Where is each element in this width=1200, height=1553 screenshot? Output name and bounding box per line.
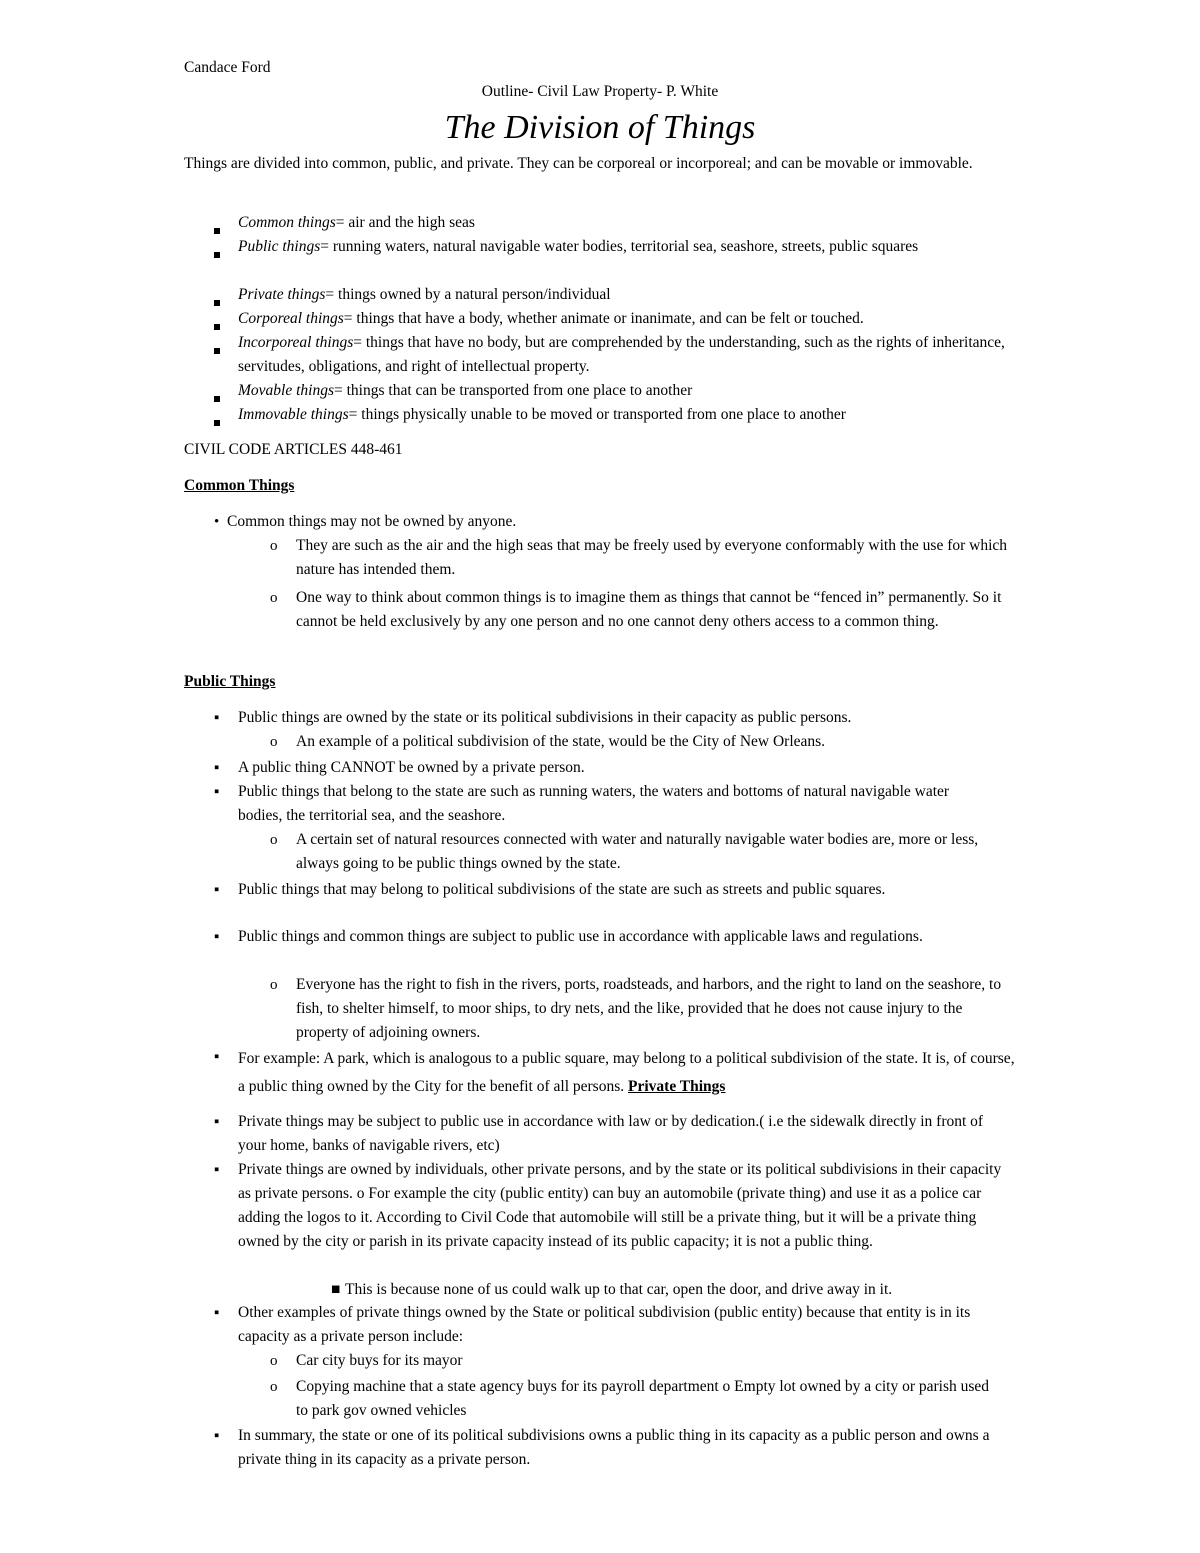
definition-term: Immovable things (238, 406, 349, 423)
sub-list-item: Everyone has the right to fish in the rivers, ports, roadsteads, and harbors, and the right to land on the seashore, to fish, to shelter himself, to moor ships, to dry nets, and the like, provided that he does not cause injury to the property of adjoining owners. (296, 976, 1002, 1041)
sub-sub-list-item: This is because none of us could walk up to that car, open the door, and drive away in it. (345, 1281, 893, 1298)
definition-text: = air and the high seas (335, 214, 475, 231)
list-item (238, 403, 1018, 427)
list-item-text: For example: A park, which is analogous to a public square, may belong to a political subdivision of the state. It is, of course, a public thing owned by the City for the benefit of all persons. (238, 1050, 1015, 1095)
section-heading-common: Common Things (184, 477, 295, 494)
sub-list-item: An example of a political subdivision of the state, would be the City of New Orleans. (296, 733, 826, 750)
page-title: The Division of Things (444, 109, 756, 146)
bullet-icon: ▪ (214, 1162, 220, 1178)
circle-bullet-icon: o (270, 1379, 278, 1395)
bullet-icon: ▪ (214, 882, 220, 898)
list-item (238, 283, 1018, 307)
sub-list-item: They are such as the air and the high seas that may be freely used by everyone conformably with the use for which nature has intended them. (296, 537, 1008, 578)
square-bullet-icon: ■ (331, 1281, 341, 1298)
definition-term: Common things (238, 214, 336, 231)
intro-paragraph: Things are divided into common, public, and private. They can be corporeal or incorporeal; and can be movable or immovable. (184, 155, 973, 172)
definition-text: = running waters, natural navigable water bodies, territorial sea, seashore, streets, public squares (320, 238, 919, 255)
section-heading-public: Public Things (184, 673, 276, 690)
list-item (238, 307, 1018, 331)
square-bullet-icon (214, 242, 220, 266)
definition-text: = things that have no body, but are comprehended by the understanding, such as the rights of inheritance, servitudes, obligations, and right of intellectual property. (238, 334, 1005, 375)
sub-list-item: A certain set of natural resources connected with water and naturally navigable water bodies are, more or less, always going to be public things owned by the state. (296, 831, 979, 872)
bullet-icon: ▪ (214, 1428, 220, 1444)
definition-term: Movable things (238, 382, 334, 399)
circle-bullet-icon: o (270, 1353, 278, 1369)
list-item: In summary, the state or one of its political subdivisions owns a public thing in its capacity as a public person and owns a private thing in its capacity as a private person. (238, 1427, 990, 1468)
list-item: Private things may be subject to public use in accordance with law or by dedication.( i.e the sidewalk directly in front of your home, banks of navigable rivers, etc) (238, 1113, 984, 1154)
bullet-icon: • (214, 514, 220, 530)
list-item (238, 211, 1018, 235)
list-item: Private things are owned by individuals, other private persons, and by the state or its political subdivisions in their capacity as private persons. o For example the city (public entity) can buy an automobile (private thing) and use it as a police car adding the logos to it. According to Civil Code that automobile will still be a private thing, but it will be a private thing owned by the city or parish in its private capacity instead of its public capacity; it is not a public thing. (238, 1161, 1002, 1250)
list-item: Public things are owned by the state or its political subdivisions in their capacity as public persons. (238, 709, 852, 726)
bullet-icon: ▪ (214, 929, 220, 945)
definition-text: = things physically unable to be moved or transported from one place to another (348, 406, 846, 423)
bullet-icon: ▪ (214, 1114, 220, 1130)
list-item: A public thing CANNOT be owned by a private person. (238, 759, 585, 776)
sub-list-item: One way to think about common things is to imagine them as things that cannot be “fenced in” permanently. So it cannot be held exclusively by any one person and no one cannot deny others access to a common thing. (296, 589, 1002, 630)
definition-term: Corporeal things (238, 310, 344, 327)
sub-list-item: Copying machine that a state agency buys for its payroll department o Empty lot owned by a city or parish used to park gov owned vehicles (296, 1378, 990, 1419)
civil-code-articles: CIVIL CODE ARTICLES 448-461 (184, 441, 403, 458)
definition-term: Incorporeal things (238, 334, 354, 351)
list-item (238, 235, 1018, 259)
list-item (238, 1045, 1023, 1101)
list-item: Common things may not be owned by anyone. (227, 513, 517, 530)
outline-subtitle: Outline- Civil Law Property- P. White (481, 83, 719, 100)
list-item: Public things that belong to the state are such as running waters, the waters and bottoms of natural navigable water bodies, the territorial sea, and the seashore. (238, 783, 950, 824)
list-item: Public things that may belong to political subdivisions of the state are such as streets and public squares. (238, 881, 886, 898)
definition-text: = things owned by a natural person/individual (325, 286, 611, 303)
square-bullet-icon (214, 410, 220, 434)
circle-bullet-icon: o (270, 734, 278, 750)
bullet-icon: ▪ (214, 784, 220, 800)
section-heading-private: Private Things (628, 1078, 726, 1095)
circle-bullet-icon: o (270, 832, 278, 848)
author-name: Candace Ford (184, 59, 271, 76)
square-bullet-icon (214, 290, 220, 314)
square-bullet-icon (214, 314, 220, 338)
square-bullet-icon (214, 338, 220, 362)
list-item: Other examples of private things owned by the State or political subdivision (public entity) because that entity is in its capacity as a private person include: (238, 1304, 971, 1345)
definition-text: = things that have a body, whether animate or inanimate, and can be felt or touched. (343, 310, 864, 327)
bullet-icon: ▪ (214, 710, 220, 726)
definition-text: = things that can be transported from one place to another (334, 382, 693, 399)
square-bullet-icon (214, 218, 220, 242)
list-item (238, 331, 1018, 379)
circle-bullet-icon: o (270, 538, 278, 554)
list-item (238, 379, 1018, 403)
definition-term: Private things (238, 286, 326, 303)
circle-bullet-icon: o (270, 590, 278, 606)
square-bullet-icon (214, 386, 220, 410)
list-item: Public things and common things are subject to public use in accordance with applicable laws and regulations. (238, 928, 923, 945)
definition-term: Public things (238, 238, 321, 255)
bullet-icon: ▪ (214, 760, 220, 776)
bullet-icon: ▪ (214, 1049, 220, 1065)
circle-bullet-icon: o (270, 977, 278, 993)
bullet-icon: ▪ (214, 1305, 220, 1321)
sub-list-item: Car city buys for its mayor (296, 1352, 463, 1369)
